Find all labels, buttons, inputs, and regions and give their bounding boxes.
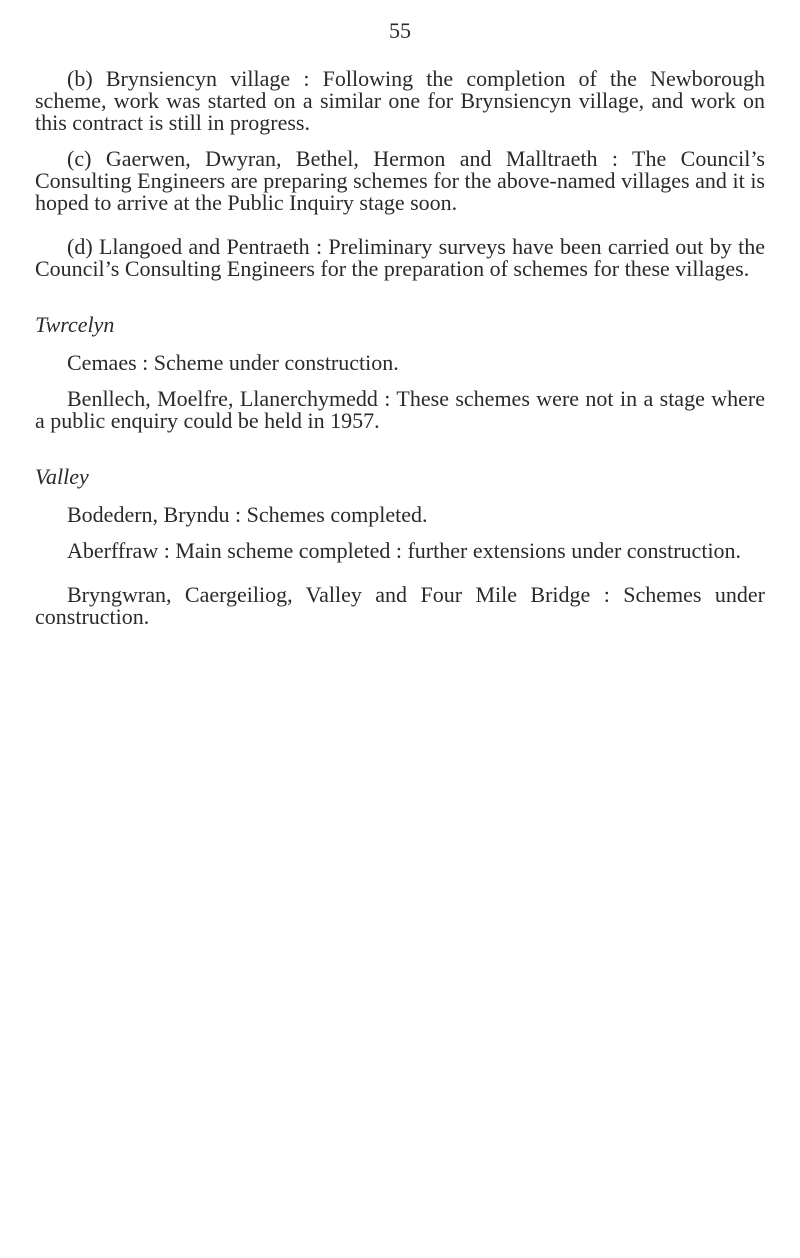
page-number: 55 xyxy=(389,18,411,43)
item-benllech: Benllech, Moelfre, Llanerchymedd : These schemes were not in a stage where a public enquiry could be held in 1957. xyxy=(35,386,765,433)
paragraph-llangoed: (d) Llangoed and Pentraeth : Preliminary surveys have been carried out by the Council’s Consulting Engineers for the preparation of schemes for these villages. xyxy=(35,234,765,281)
section-valley xyxy=(35,466,765,628)
item-bodedern: Bodedern, Bryndu : Schemes completed. xyxy=(67,502,428,527)
item-cemaes: Cemaes : Scheme under construction. xyxy=(67,350,399,375)
section-heading-twrcelyn: Twrcelyn xyxy=(35,312,115,337)
item-aberffraw: Aberffraw : Main scheme completed : further extensions under construction. xyxy=(67,538,742,563)
section-heading-valley: Valley xyxy=(35,464,89,489)
section-twrcelyn xyxy=(35,314,765,432)
item-bryngwran: Bryngwran, Caergeiliog, Valley and Four Mile Bridge : Schemes under construction. xyxy=(35,582,765,629)
paragraph-brynsiencyn: (b) Brynsiencyn village : Following the completion of the Newborough scheme, work was started on a similar one for Brynsiencyn village, and work on this contract is still in progress. xyxy=(35,66,765,135)
paragraph-gaerwen: (c) Gaerwen, Dwyran, Bethel, Hermon and Malltraeth : The Council’s Consulting Engineers are preparing schemes for the above-named villages and it is hoped to arrive at the Public Inquiry stage soon. xyxy=(35,146,765,215)
page-body xyxy=(35,68,765,628)
